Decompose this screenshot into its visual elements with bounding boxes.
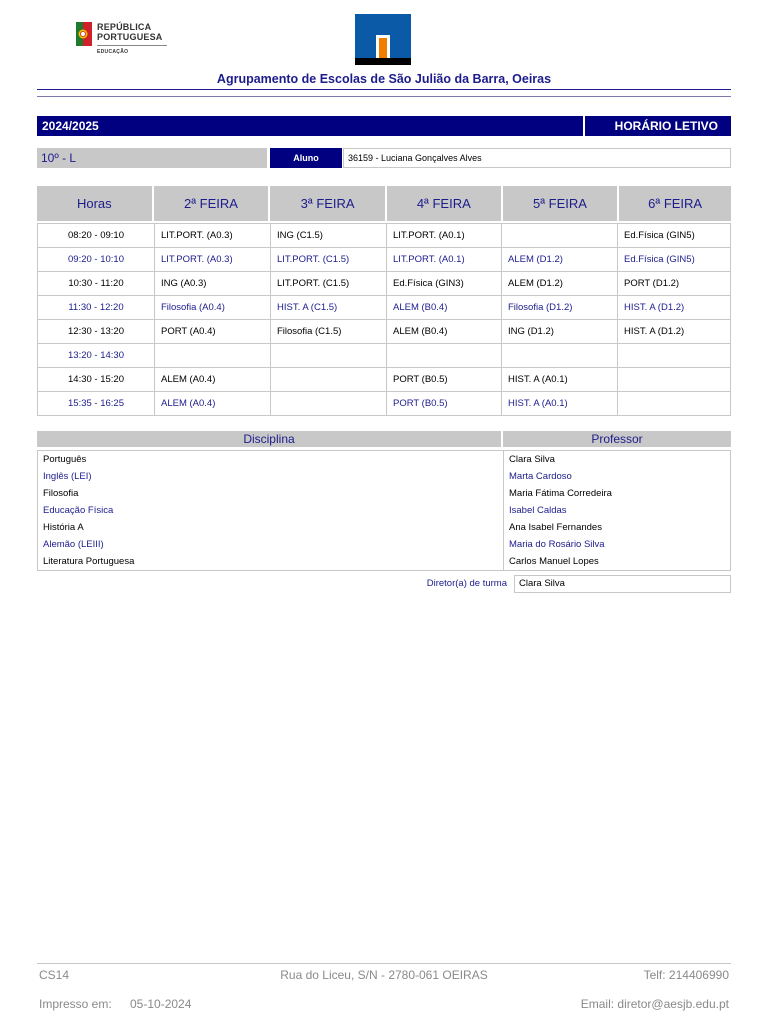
republic-logo-text xyxy=(97,22,163,42)
schedule-title: HORÁRIO LETIVO xyxy=(585,116,731,136)
table-row xyxy=(38,247,730,271)
header-divider xyxy=(37,89,731,90)
footer-code: CS14 xyxy=(39,968,70,982)
table-cell: HIST. A (A0.1) xyxy=(501,392,617,415)
discipline-name: Educação Física xyxy=(43,505,114,516)
discipline-name: Filosofia xyxy=(43,488,79,499)
table-cell: ALEM (B0.4) xyxy=(386,320,501,343)
school-year: 2024/2025 xyxy=(37,116,583,136)
table-cell: LIT.PORT. (A0.3) xyxy=(154,224,270,247)
table-cell xyxy=(501,224,617,247)
time-cell: 13:20 - 14:30 xyxy=(68,350,124,361)
table-cell: HIST. A (A0.1) xyxy=(501,368,617,391)
student-label: Aluno xyxy=(270,148,342,168)
table-cell: ALEM (D1.2) xyxy=(501,248,617,271)
table-cell: Filosofia (D1.2) xyxy=(501,296,617,319)
republic-divider xyxy=(97,45,167,46)
table-cell xyxy=(270,368,386,391)
discipline-name: História A xyxy=(43,522,84,533)
time-cell: 12:30 - 13:20 xyxy=(68,326,124,337)
header-tuesday: 3ª FEIRA xyxy=(270,186,385,221)
table-row xyxy=(38,391,730,415)
table-cell xyxy=(617,392,730,415)
header-teacher: Professor xyxy=(503,431,731,447)
footer-address: Rua do Liceu, S/N - 2780-061 OEIRAS xyxy=(280,968,488,982)
teacher-name: Carlos Manuel Lopes xyxy=(509,556,599,567)
table-cell: PORT (B0.5) xyxy=(386,368,501,391)
printed-label: Impresso em: xyxy=(39,997,112,1011)
schedule-table xyxy=(37,186,731,416)
table-cell: HIST. A (C1.5) xyxy=(270,296,386,319)
discipline-name: Português xyxy=(43,454,87,465)
table-cell xyxy=(270,392,386,415)
school-logo-icon xyxy=(355,14,411,65)
table-cell: LIT.PORT. (C1.5) xyxy=(270,272,386,295)
republic-line-2: PORTUGUESA xyxy=(97,32,163,42)
teacher-name: Maria Fátima Corredeira xyxy=(509,488,612,499)
table-cell: Filosofia (C1.5) xyxy=(270,320,386,343)
time-cell: 09:20 - 10:10 xyxy=(68,254,124,265)
teacher-name: Maria do Rosário Silva xyxy=(509,539,605,550)
schedule-body xyxy=(37,223,731,416)
table-cell: PORT (B0.5) xyxy=(386,392,501,415)
schedule-header-row xyxy=(37,186,731,221)
time-cell: 15:35 - 16:25 xyxy=(68,398,124,409)
discipline-body xyxy=(37,450,731,571)
discipline-name: Literatura Portuguesa xyxy=(43,556,135,567)
table-cell xyxy=(154,344,270,367)
table-cell xyxy=(617,368,730,391)
time-cell: 10:30 - 11:20 xyxy=(68,278,124,289)
class-director-value: Clara Silva xyxy=(514,575,731,593)
time-cell: 14:30 - 15:20 xyxy=(68,374,124,385)
table-cell: ALEM (D1.2) xyxy=(501,272,617,295)
header-discipline: Disciplina xyxy=(37,431,501,447)
time-cell: 08:20 - 09:10 xyxy=(68,230,124,241)
republic-line-1: REPÚBLICA xyxy=(97,22,152,32)
discipline-header-row xyxy=(37,431,731,447)
table-cell: LIT.PORT. (A0.3) xyxy=(154,248,270,271)
table-cell: HIST. A (D1.2) xyxy=(617,320,730,343)
footer-email: Email: diretor@aesjb.edu.pt xyxy=(580,997,729,1011)
table-cell xyxy=(386,344,501,367)
student-value: 36159 - Luciana Gonçalves Alves xyxy=(343,148,731,168)
table-cell: LIT.PORT. (C1.5) xyxy=(270,248,386,271)
teacher-column xyxy=(504,451,730,570)
header-divider-secondary xyxy=(37,96,731,97)
footer-phone: Telf: 214406990 xyxy=(643,968,729,982)
table-cell: ING (A0.3) xyxy=(154,272,270,295)
table-cell xyxy=(270,344,386,367)
table-cell: ALEM (A0.4) xyxy=(154,392,270,415)
table-cell: PORT (D1.2) xyxy=(617,272,730,295)
table-row xyxy=(38,319,730,343)
footer-divider xyxy=(37,963,731,964)
class-name: 10º - L xyxy=(37,148,267,168)
table-cell: PORT (A0.4) xyxy=(154,320,270,343)
table-row xyxy=(38,224,730,247)
portugal-flag-icon xyxy=(76,22,92,46)
header-thursday: 5ª FEIRA xyxy=(503,186,618,221)
school-name: Agrupamento de Escolas de São Julião da Barra, Oeiras xyxy=(216,72,552,86)
table-cell: LIT.PORT. (A0.1) xyxy=(386,224,501,247)
table-cell: LIT.PORT. (A0.1) xyxy=(386,248,501,271)
republic-sub-label: EDUCAÇÃO xyxy=(97,49,129,55)
table-row xyxy=(38,343,730,367)
printed-date: 05-10-2024 xyxy=(130,997,192,1011)
table-cell: Ed.Física (GIN3) xyxy=(386,272,501,295)
table-row xyxy=(38,295,730,319)
table-row xyxy=(38,367,730,391)
teacher-name: Isabel Caldas xyxy=(509,505,567,516)
table-cell: ING (C1.5) xyxy=(270,224,386,247)
header-friday: 6ª FEIRA xyxy=(619,186,731,221)
time-cell: 11:30 - 12:20 xyxy=(68,302,124,313)
teacher-name: Marta Cardoso xyxy=(509,471,572,482)
class-director-label: Diretor(a) de turma xyxy=(426,578,507,589)
table-cell: ALEM (A0.4) xyxy=(154,368,270,391)
table-cell xyxy=(617,344,730,367)
table-cell: ALEM (B0.4) xyxy=(386,296,501,319)
teacher-name: Ana Isabel Fernandes xyxy=(509,522,602,533)
header-monday: 2ª FEIRA xyxy=(154,186,269,221)
table-cell: HIST. A (D1.2) xyxy=(617,296,730,319)
header-hours: Horas xyxy=(37,186,152,221)
table-cell: ING (D1.2) xyxy=(501,320,617,343)
discipline-name: Inglês (LEI) xyxy=(43,471,92,482)
table-cell: Filosofia (A0.4) xyxy=(154,296,270,319)
teacher-name: Clara Silva xyxy=(509,454,555,465)
discipline-column xyxy=(38,451,504,570)
table-cell xyxy=(501,344,617,367)
table-cell: Ed.Física (GIN5) xyxy=(617,224,730,247)
discipline-name: Alemão (LEIII) xyxy=(43,539,104,550)
header-wednesday: 4ª FEIRA xyxy=(387,186,501,221)
table-cell: Ed.Física (GIN5) xyxy=(617,248,730,271)
discipline-table xyxy=(37,431,731,571)
table-row xyxy=(38,271,730,295)
